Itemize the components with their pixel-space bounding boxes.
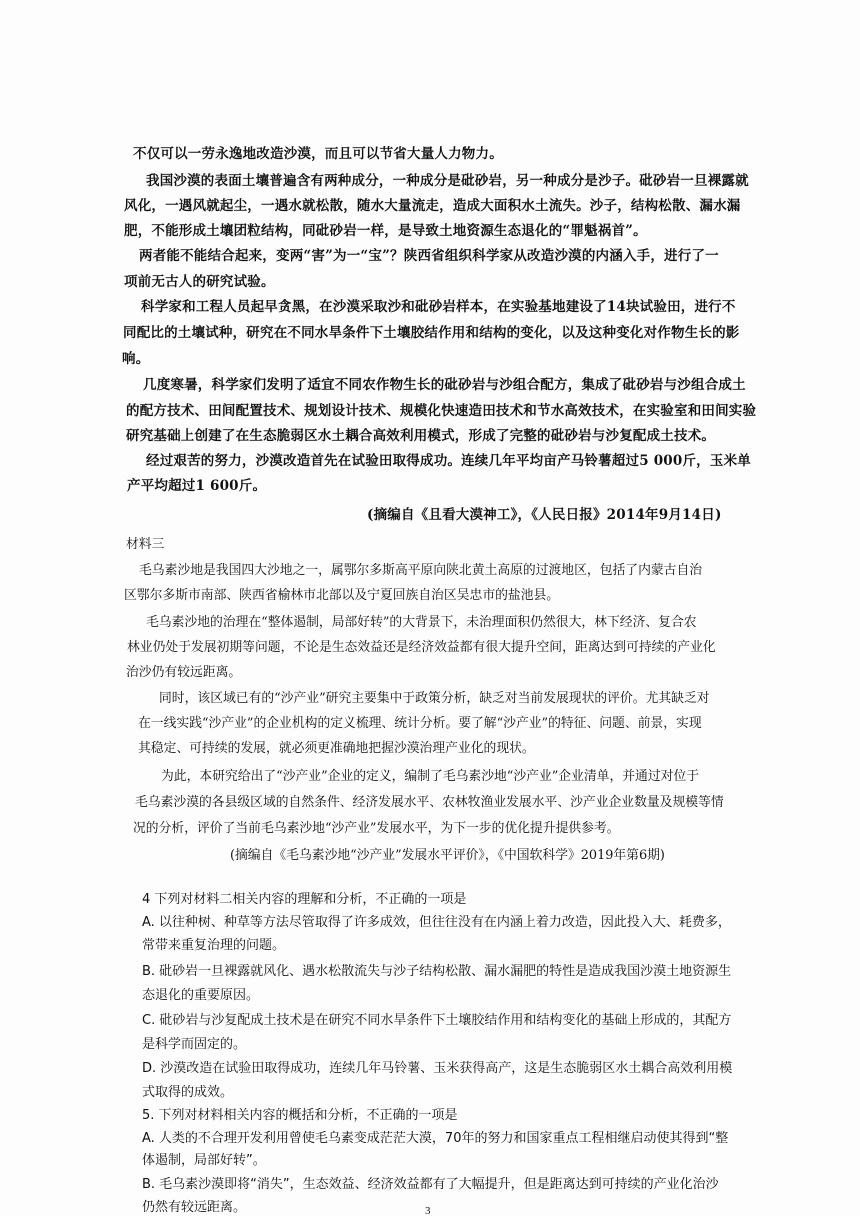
option-b-cont: 仍然有较远距离。: [142, 1200, 247, 1215]
option-c: C. 砒砂岩与沙复配成土技术是在研究不同水旱条件下土壤胶结作用和结构变化的基础上形成的，其配方: [142, 1013, 732, 1028]
text-line: 响。: [122, 351, 150, 367]
option-a: A. 人类的不合理开发利用曾使毛乌素变成茫茫大漠，70年的努力和国家重点工程相继启动使其得到“整: [142, 1131, 729, 1146]
text-line: 产平均超过1 600斤。: [127, 478, 267, 494]
section-heading: 材料三: [126, 537, 165, 552]
source-citation: (摘编自《毛乌素沙地“沙产业”发展水平评价》，《中国软科学》2019年第6期): [230, 848, 665, 863]
page-number: 3: [425, 1205, 431, 1217]
text-line: 不仅可以一劳永逸地改造沙漠，而且可以节省大量人力物力。: [133, 146, 503, 162]
text-line: 肥，不能形成土壤团粒结构，同砒砂岩一样，是导致土地资源生态退化的“罪魁祸首”。: [124, 223, 647, 239]
text-line: 毛乌素沙地是我国四大沙地之一，属鄂尔多斯高平原向陕北黄土高原的过渡地区，包括了内蒙古自治: [139, 563, 703, 578]
text-line: 经过艰苦的努力，沙漠改造首先在试验田取得成功。连续几年平均亩产马铃薯超过5 000斤，玉米单: [146, 453, 751, 469]
text-line: 毛乌素沙地的治理在“整体遏制，局部好转”的大背景下，未治理面积仍然很大，林下经济、复合农: [146, 615, 697, 630]
text-line: 其稳定、可持续的发展，就必须更准确地把握沙漠治理产业化的现状。: [138, 741, 535, 756]
question-5: 5. 下列对材料相关内容的概括和分析，不正确的一项是: [142, 1108, 458, 1123]
text-line: 几度寒暑，科学家们发明了适宜不同农作物生长的砒砂岩与沙组合配方，集成了砒砂岩与沙组合成土: [143, 377, 746, 393]
option-c-cont: 是科学而固定的。: [142, 1037, 247, 1052]
text-line: 项前无古人的研究试验。: [124, 274, 275, 290]
text-line: 在一线实践“沙产业”的企业机构的定义梳理、统计分析。要了解“沙产业”的特征、问题、前景，实现: [138, 716, 702, 731]
option-d-cont: 式取得的成效。: [142, 1085, 234, 1100]
option-d: D. 沙漠改造在试验田取得成功，连续几年马铃薯、玉米获得高产，这是生态脆弱区水土耦合高效利用模: [142, 1061, 733, 1076]
text-line: 同时，该区域已有的“沙产业”研究主要集中于政策分析，缺乏对当前发展现状的评价。尤其缺乏对: [159, 691, 710, 706]
text-line: 我国沙漠的表面土壤普遍含有两种成分，一种成分是砒砂岩，另一种成分是沙子。砒砂岩一旦裸露就: [146, 173, 749, 189]
option-b-cont: 态退化的重要原因。: [142, 988, 260, 1003]
option-a-cont: 常带来重复治理的问题。: [142, 938, 286, 953]
text-line: 毛乌素沙漠的各县级区域的自然条件、经济发展水平、农林牧渔业发展水平、沙产业企业数量及规模等情: [135, 795, 724, 810]
text-line: 同配比的土壤试种，研究在不同水旱条件下土壤胶结作用和结构的变化，以及这种变化对作物生长的影: [123, 325, 740, 341]
option-b: B. 砒砂岩一旦裸露就风化、遇水松散流失与沙子结构松散、漏水漏肥的特性是造成我国沙漠土地资源生: [142, 964, 732, 979]
text-line: 风化，一遇风就起尘，一遇水就松散，随水大量流走，造成大面积水土流失。沙子，结构松散、漏水漏: [124, 198, 741, 214]
text-line: 林业仍处于发展初期等问题，不论是生态效益还是经济效益都有很大提升空间，距离达到可持续的产业化: [127, 640, 716, 655]
source-citation: (摘编自《且看大漠神工》，《人民日报》2014年9月14日): [367, 507, 722, 523]
option-a: A. 以往种树、种草等方法尽管取得了许多成效，但往往没有在内涵上着力改造，因此投入大、耗费多，: [142, 915, 731, 930]
text-line: 区鄂尔多斯市南部、陕西省榆林市北部以及宁夏回族自治区吴忠市的盐池县。: [124, 588, 560, 603]
text-line: 研究基础上创建了在生态脆弱区水土耦合高效利用模式，形成了完整的砒砂岩与沙复配成土技术。: [126, 428, 716, 444]
text-line: 为此，本研究给出了“沙产业”企业的定义，编制了毛乌素沙地“沙产业”企业清单，并通过对位于: [161, 769, 700, 784]
question-4: 4 下列对材料二相关内容的理解和分析，不正确的一项是: [142, 892, 467, 907]
text-line: 治沙仍有较远距离。: [126, 665, 242, 680]
option-a-cont: 体遏制，局部好转”。: [142, 1153, 266, 1168]
text-line: 况的分析，评价了当前毛乌素沙地“沙产业”发展水平，为下一步的优化提升提供参考。: [133, 821, 620, 836]
text-line: 两者能不能结合起来，变两“害”为一“宝”？陕西省组织科学家从改造沙漠的内涵入手，进行了一: [139, 248, 719, 264]
text-line: 的配方技术、田间配置技术、规划设计技术、规模化快速造田技术和节水高效技术，在实验室和田间实验: [126, 403, 757, 419]
option-b: B. 毛乌素沙漠即将“消失”，生态效益、经济效益都有了大幅提升，但是距离达到可持续的产业化治沙: [142, 1177, 719, 1192]
text-line: 科学家和工程人员起早贪黑，在沙漠采取沙和砒砂岩样本，在实验基地建设了14块试验田，进行不: [141, 299, 736, 315]
